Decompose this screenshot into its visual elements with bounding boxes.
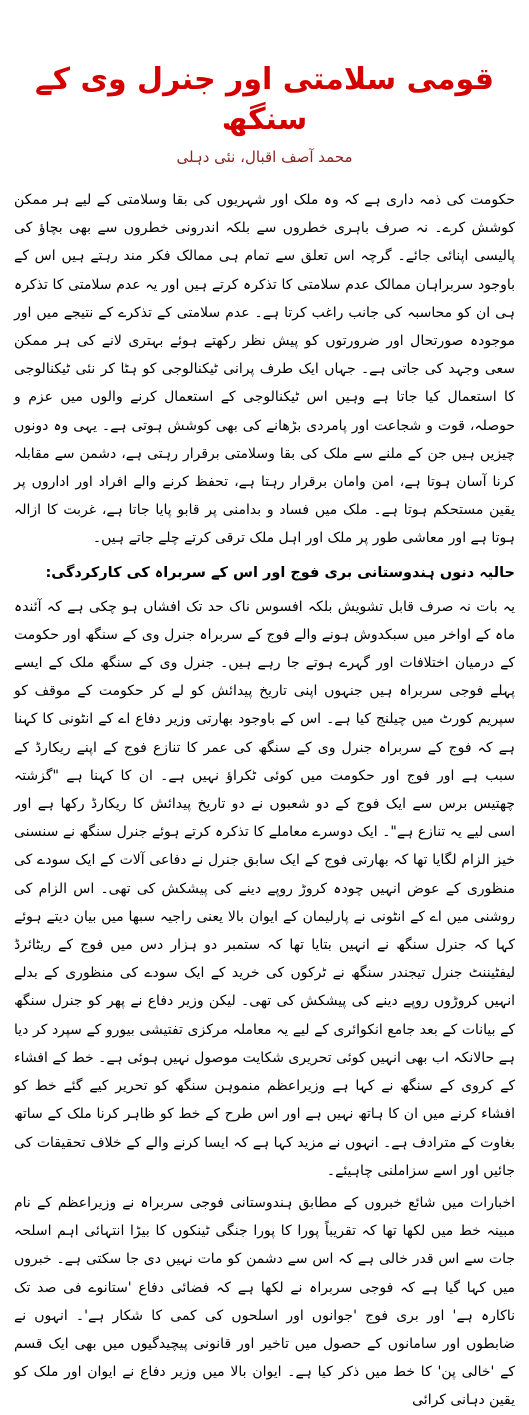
article-author: محمد آصف اقبال، نئی دہلی [176, 148, 353, 166]
article-title: قومی سلامتی اور جنرل وی کے سنگھ [35, 62, 494, 137]
intro-paragraph: حکومت کی ذمہ داری ہے کہ وہ ملک اور شہریوں کی بقا وسلامتی کے لیے ہر ممکن کوشش کرے۔ نہ صرف باہری خطروں سے بلکہ اندرونی خطروں سے بھی بچاؤ کی پالیسی اپنائی جائے۔ گرچہ اس تعلق سے تمام ہی ممالک فکر مند رہتے ہیں اس کے باوجود سربراہان ممالک عدم سلامتی کا تذکرہ کرتے ہیں اور یہ عدم سلامتی کا تذکرہ ہی ان کو محاسبہ کی جانب راغب کرتا ہے۔ عدم سلامتی کے تذکرے کے نتیجے میں اور موجودہ صورتحال اور ضرورتوں کو پیش نظر رکھتے ہوئے بہتری لانے کی ہر ممکن سعی وجہد کی جاتی ہے۔ جہاں ایک طرف پرانی ٹیکنالوجی کو ہٹا کر نئی ٹیکنالوجی کا استعمال کیا جاتا ہے وہیں اس ٹیکنالوجی کے استعمال کرنے والوں میں عزم و حوصلہ، قوت و شجاعت اور پامردی بڑھانے کی بھی کوشش ہوتی ہے۔ یہی وہ دونوں چیزیں ہیں جن کے ملنے سے ملک کی بقا وسلامتی برقرار رہتی ہے، دشمن سے مقابلہ کرنا آسان ہوتا ہے، امن وامان برقرار رہتا ہے، تحفظ کرنے والے افراد اور اداروں پر یقین مستحکم ہوتا ہے۔ ملک میں فساد و بدامنی پر قابو پایا جاتا ہے، غربت کا ازالہ ہوتا ہے اور معاشی طور پر ملک اور اہل ملک ترقی کرتے چلے جاتے ہیں۔ [14, 192, 515, 547]
body-paragraph: یہ بات نہ صرف قابل تشویش بلکہ افسوس ناک حد تک افشاں ہو چکی ہے کہ آئندہ ماہ کے اواخر میں سبکدوش ہونے والے فوج کے سربراہ جنرل وی کے سنگھ اور حکومت کے درمیان اختلافات اور گہرے ہوتے جا رہے ہیں۔ جنرل وی کے سنگھ ملک کے ایسے پہلے فوجی سربراہ ہیں جنہوں اپنی تاریخ پیدائش کو لے کر حکومت کے موقف کو سپریم کورٹ میں چیلنج کیا ہے۔ اس کے باوجود بھارتی وزیر دفاع اے کے انٹونی کا کہنا ہے کہ فوج کے سربراہ جنرل وی کے سنگھ کی عمر کا تنازع فوج کے اپنے ریکارڈ کے سبب ہے اور فوج اور حکومت میں کوئی ٹکراؤ نہیں ہے۔ ان کا کہنا ہے "گزشتہ چھتیس برس سے ایک فوج کے دو شعبوں نے دو تاریخ پیدائش کا ریکارڈ رکھا ہے اور اسی لیے یہ تنازع ہے"۔ ایک دوسرے معاملے کا تذکرہ کرتے ہوئے جنرل سنگھ نے سنسنی خیز الزام لگایا تھا کہ بھارتی فوج کے ایک سابق جنرل نے دفاعی آلات کے ایک سودے کی منظوری کے عوض انہیں چودہ کروڑ روپے دینے کی پیشکش کی تھی۔ اس الزام کی روشنی میں اے کے انٹونی نے پارلیمان کے ایوان بالا یعنی راجیہ سبھا میں بیان دیتے ہوئے کہا کہ جنرل سنگھ نے انہیں بتایا تھا کہ ستمبر دو ہزار دس میں فوج کے ریٹائرڈ لیفٹیننٹ جنرل تیجندر سنگھ نے ٹرکوں کی خرید کے ایک سودے کی منظوری کے بدلے انہیں کروڑوں روپے دینے کی پیشکش کی تھی۔ لیکن وزیر دفاع نے پھر کو جنرل سنگھ کے بیانات کے بعد جامع انکوائری کے لیے یہ معاملہ مرکزی تفتیشی بیورو کے سپرد کر دیا ہے حالانکہ اب بھی انہیں کوئی تحریری شکایت موصول نہیں ہوئی ہے۔ خط کے افشاء کے کروی کے سنگھ نے کہا ہے وزیراعظم منموہن سنگھ کو تحریر کیے گئے خط کو افشاء کرنے میں ان کا ہاتھ نہیں ہے اور اس طرح کے خط کو ظاہر کرنا ملک کے ساتھ بغاوت کے مترادف ہے۔ انہوں نے مزید کہا ہے کہ ایسا کرنے والے کے خلاف تحقیقات کی جائیں اور اسے سزاملنی چاہیئے۔ [14, 598, 515, 1179]
closing-paragraph: اخبارات میں شائع خبروں کے مطابق ہندوستانی فوجی سربراہ نے وزیراعظم کے نام مبینہ خط میں لکھا تھا کہ تقریباً پورا کا پورا جنگی ٹینکوں کا بیڑا انتہائی اہم اسلحہ جات سے اس قدر خالی ہے کہ اس سے دشمن کو مات نہیں دی جا سکتی ہے۔ خبروں میں کہا گیا ہے کہ فوجی سربراہ نے لکھا ہے کہ فضائی دفاع 'ستانوے فی صد تک ناکارہ ہے' اور بری فوج 'جوانوں اور اسلحوں کی کمی کا شکار ہے'۔ انہوں نے ضابطوں اور سامانوں کے حصول میں تاخیر اور قانونی پیچیدگیوں میں بھی ایک قسم کے 'خالی پن' کا خط میں ذکر کیا ہے۔ ایوان بالا میں وزیر دفاع نے ایوان اور ملک کو یقین دہانی کرائی [14, 1194, 515, 1409]
section-subheading: حالیہ دنوں ہندوستانی بری فوج اور اس کے سربراہ کی کارکردگی: [45, 564, 515, 581]
